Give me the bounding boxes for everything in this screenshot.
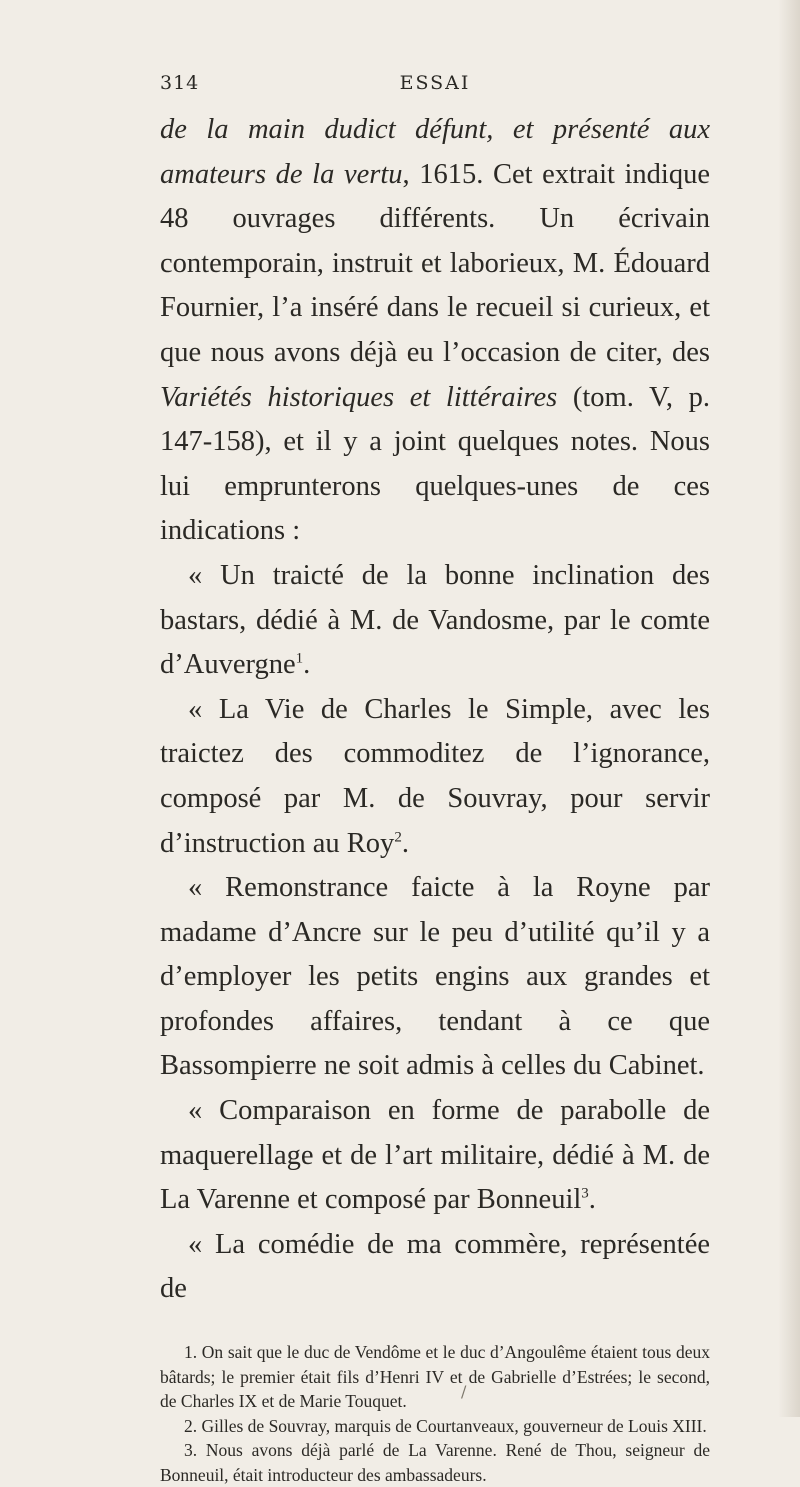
paragraph-4 [160,866,710,1089]
paragraph-2 [160,554,710,688]
running-title: ESSAI [399,72,471,94]
text-run: « Remonstrance faicte à la Royne par madame d’Ancre sur le peu d’utilité qu’il y a d’employer les petits engins aux grandes et profondes affaires, tendant à ce que Bassompierre ne soit admis à celles du Cabinet. [160,872,710,1082]
paragraph-5 [160,1089,710,1223]
text-run: « Un traicté de la bonne inclination des bastars, dédié à M. de Vandosme, par le comte d’Auvergne [160,559,710,681]
stray-mark: / [461,1382,467,1401]
footnote-3: 3. Nous avons déjà parlé de La Varenne. René de Thou, seigneur de Bonneuil, était introducteur des ambassadeurs. [160,1440,710,1485]
footnotes [160,1340,710,1487]
text-run: « La Vie de Charles le Simple, avec les traictez des commoditez de l’ignorance, composé par M. de Souvray, pour servir d’instruction au Roy [160,693,710,859]
body-text [160,108,710,1312]
text-run: (tom. V, p. 147-158), et il y a joint quelques notes. Nous lui emprunterons quelques-unes de ces indications : [160,381,710,547]
paragraph-1 [160,108,710,554]
footnote-ref-1: 1 [295,650,304,667]
paragraph-3 [160,688,710,866]
page-number: 314 [160,72,200,94]
footnote-ref-3: 3 [581,1185,589,1202]
text-run: « Comparaison en forme de parabolle de maquerellage et de l’art militaire, dédié à M. de La Varenne et composé par Bonneuil [160,1095,710,1216]
italic-book-title: Variétés historiques et littéraires [160,381,558,413]
text-run: , 1615. Cet extrait indique 48 ouvrages différents. Un écrivain contemporain, instruit et laborieux, M. Édouard Fournier, l’a inséré dans le recueil si curieux, et que nous avons déjà eu l’occasion de citer, des [160,158,710,368]
footnote-ref-2: 2 [394,829,402,845]
running-head [160,72,710,106]
text-run: « La comédie de ma commère, représentée de [160,1228,710,1305]
footnote-1: 1. On sait que le duc de Vendôme et le duc d’Angoulême étaient tous deux bâtards; le premier était fils d’Henri IV et de Gabrielle d’Estrées; le second, de Charles IX et de Marie Touquet. [160,1342,710,1412]
text-run: . [588,1184,596,1216]
text-run: . [303,649,311,681]
page-edge-shadow [778,0,800,1417]
footnote-2: 2. Gilles de Souvray, marquis de Courtanveaux, gouverneur de Louis XIII. [184,1415,707,1436]
paragraph-6 [160,1223,710,1312]
italic-title-fragment: de la main dudict défunt, et présenté aux amateurs de la vertu [160,114,710,190]
text-run: . [401,827,409,859]
